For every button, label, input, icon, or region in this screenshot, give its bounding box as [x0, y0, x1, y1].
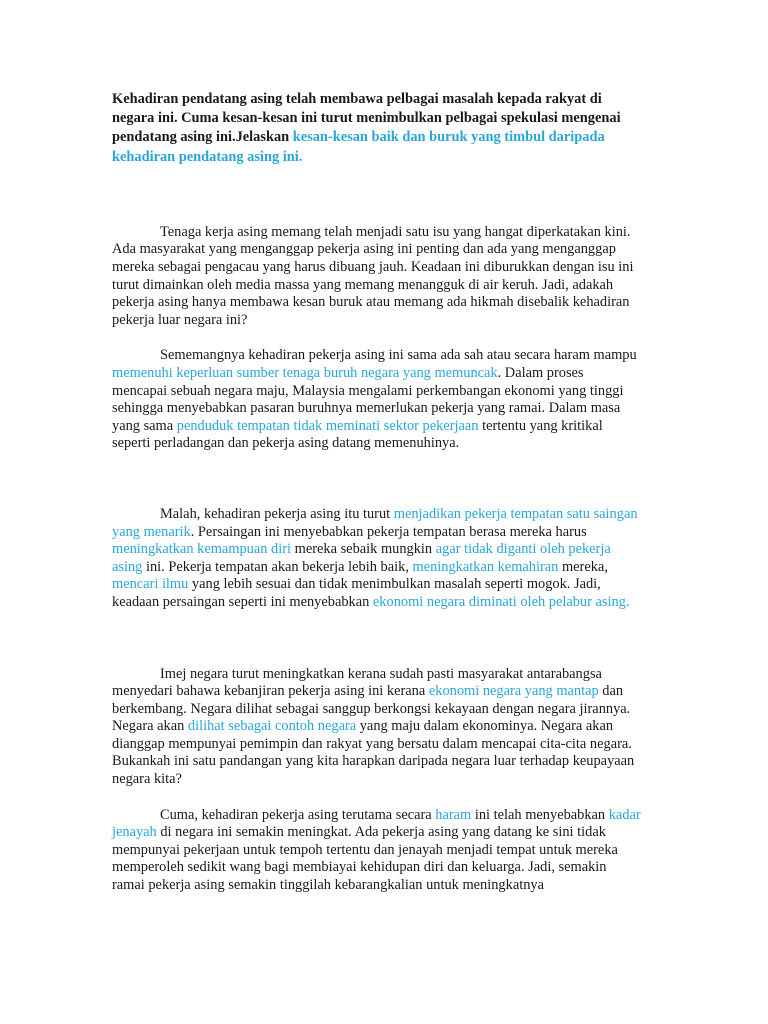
essay-question — [112, 90, 642, 167]
highlight-phrase: dilihat sebagai contoh negara — [187, 718, 357, 735]
paragraph-text: . Dalam proses mencapai sebuah negara maju, Malaysia mengalami perkembangan ekonomi yang tinggi sehingga menyebabkan pasaran buruhnya memerlukan pekerja yang ramai. Dalam masa yang sama — [112, 364, 624, 434]
document-page — [112, 90, 642, 895]
highlight-phrase: menjadikan pekerja tempatan satu saingan yang menarik — [112, 505, 638, 540]
highlight-phrase: agar tidak diganti oleh pekerja asing — [112, 541, 611, 575]
paragraph-crime — [112, 807, 642, 895]
paragraph-labour-needs — [112, 347, 642, 453]
paragraph-text: Sememangnya kehadiran pekerja asing ini sama ada sah atau secara haram mampu — [160, 347, 637, 364]
paragraph-national-image — [112, 666, 642, 789]
paragraph-text: ini telah menyebabkan — [471, 806, 609, 823]
paragraph-text: tertentu yang kritikal seperti perladangan dan pekerja asing datang memenuhinya. — [112, 417, 603, 452]
paragraph-introduction — [112, 224, 642, 330]
highlight-phrase: meningkatkan kemahiran — [412, 558, 559, 575]
paragraph-text: . Persaingan ini menyebabkan pekerja tempatan berasa mereka harus — [190, 523, 587, 540]
highlight-phrase: memenuhi keperluan sumber tenaga buruh negara yang memuncak — [112, 364, 498, 381]
paragraph-text: mereka sebaik mungkin — [291, 541, 436, 558]
highlight-phrase: penduduk tempatan tidak meminati sektor pekerjaan — [176, 417, 479, 434]
highlight-phrase: ekonomi negara diminati oleh pelabur asing. — [372, 593, 630, 610]
paragraph-text: Cuma, kehadiran pekerja asing terutama secara — [160, 806, 436, 823]
paragraph-text: yang lebih sesuai dan tidak menimbulkan masalah seperti mogok. Jadi, keadaan persaingan seperti ini menyebabkan — [112, 576, 601, 610]
question-highlight: kesan-kesan baik dan buruk yang timbul daripada kehadiran pendatang asing ini. — [112, 129, 605, 165]
paragraph-text: Imej negara turut meningkatkan kerana sudah pasti masyarakat antarabangsa menyedari bahawa kebanjiran pekerja asing ini kerana — [112, 665, 602, 700]
highlight-phrase: kadar jenayah — [112, 806, 641, 841]
paragraph-text: mereka, — [558, 558, 608, 575]
highlight-phrase: haram — [435, 806, 472, 823]
paragraph-text: Malah, kehadiran pekerja asing itu turut — [160, 505, 394, 522]
highlight-phrase: meningkatkan kemampuan diri — [112, 541, 292, 558]
paragraph-text: yang maju dalam ekonominya. Negara akan dianggap mempunyai pemimpin dan rakyat yang bersatu dalam mencapai cita-cita negara. Bukankah ini satu pandangan yang kita harapkan daripada negara luar terhadap keupayaan negara kita? — [112, 718, 635, 788]
paragraph-text: Tenaga kerja asing memang telah menjadi satu isu yang hangat diperkatakan kini. Ada masyarakat yang menganggap pekerja asing ini penting dan ada yang menganggap mereka sebagai pengacau yang harus dibuang jauh. Keadaan ini diburukkan dengan isu ini turut dimainkan oleh media massa yang memang menangguk di air keruh. Jadi, adakah pekerja asing hanya membawa kesan buruk atau memang ada hikmah disebalik kehadiran pekerja luar negara ini? — [112, 223, 634, 328]
paragraph-text: ini. Pekerja tempatan akan bekerja lebih baik, — [142, 558, 413, 575]
highlight-phrase: ekonomi negara yang mantap — [428, 683, 599, 700]
paragraph-text: dan berkembang. Negara dilihat sebagai sanggup berkongsi kekayaan dengan negara jirannya. Negara akan — [112, 683, 631, 735]
question-text: Kehadiran pendatang asing telah membawa pelbagai masalah kepada rakyat di negara ini. Cuma kesan-kesan ini turut menimbulkan pelbagai spekulasi mengenai pendatang asing ini.Jelaskan — [112, 91, 621, 146]
highlight-phrase: mencari ilmu — [112, 576, 189, 593]
paragraph-text: di negara ini semakin meningkat. Ada pekerja asing yang datang ke sini tidak mempunyai pekerjaan untuk tempoh tertentu dan jenayah menjadi tempat untuk mereka memperoleh sedikit wang bagi membiayai kehidupan diri dan keluarga. Jadi, semakin ramai pekerja asing semakin tinggilah kebarangkalian untuk meningkatnya — [112, 824, 618, 894]
paragraph-competition — [112, 506, 642, 612]
